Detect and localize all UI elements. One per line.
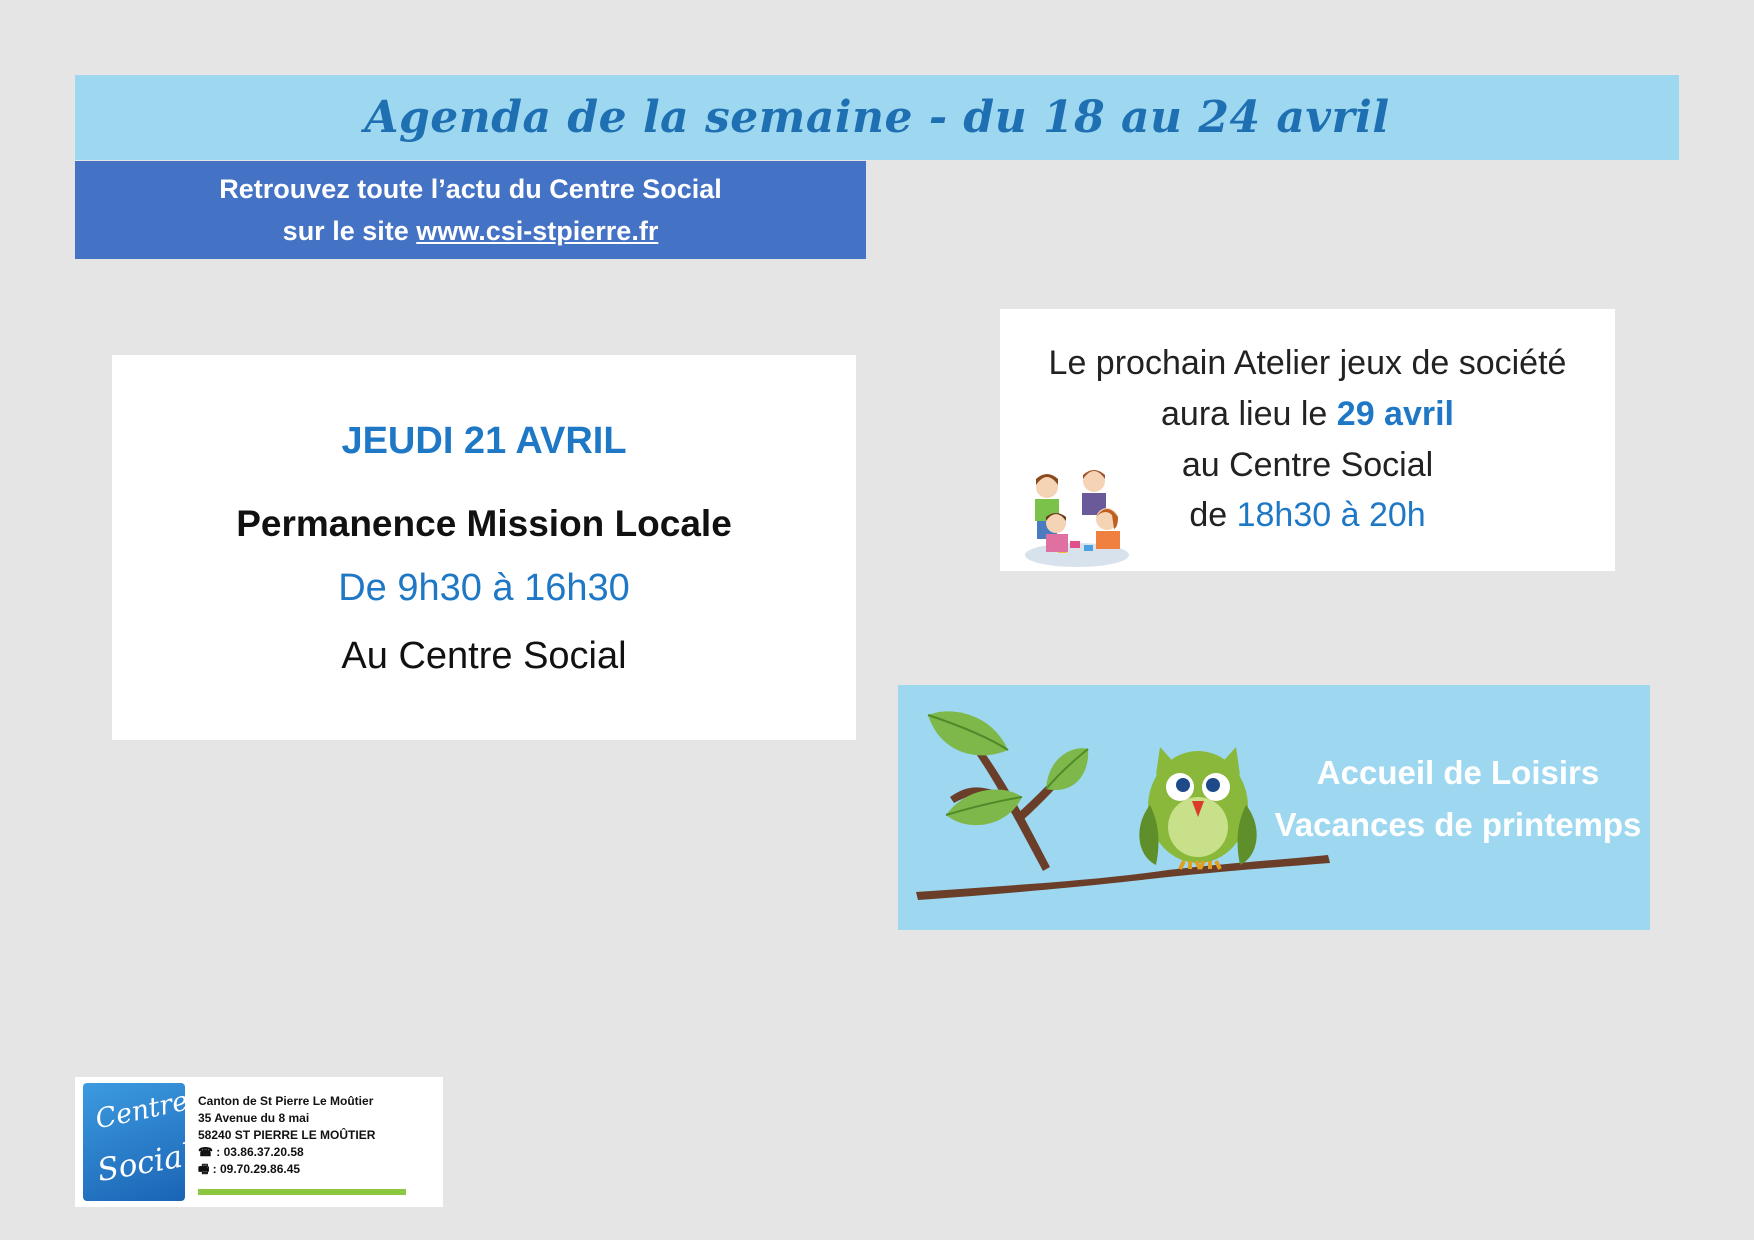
leisure-line2: Vacances de printemps — [1274, 806, 1642, 843]
address-phone — [198, 1144, 375, 1161]
website-notice — [75, 161, 866, 259]
children-playing-illustration — [1022, 459, 1132, 569]
logo-text-line2: Social — [94, 1136, 195, 1190]
event-hours: De 9h30 à 16h30 — [338, 567, 630, 609]
event-place: Au Centre Social — [341, 635, 627, 677]
fax-number: : 09.70.29.86.45 — [209, 1162, 301, 1176]
address-city: 58240 ST PIERRE LE MOÛTIER — [198, 1128, 376, 1142]
event-card — [112, 355, 856, 740]
atelier-line4-prefix: de — [1189, 496, 1237, 534]
address-fax — [198, 1161, 375, 1178]
leisure-banner — [898, 685, 1650, 930]
address-street: 35 Avenue du 8 mai — [198, 1111, 310, 1125]
logo-text-line1: Centre — [92, 1085, 191, 1136]
website-notice-line1: Retrouvez toute l’actu du Centre Social — [219, 174, 722, 204]
atelier-line1: Le prochain Atelier jeux de société — [1048, 344, 1567, 382]
address-footer — [75, 1077, 443, 1207]
title-banner — [75, 75, 1679, 160]
atelier-line2-prefix: aura lieu le — [1161, 395, 1337, 433]
website-prefix: sur le site — [282, 216, 417, 246]
atelier-hours: 18h30 à 20h — [1236, 496, 1426, 534]
atelier-date: 29 avril — [1336, 395, 1454, 433]
address-canton: Canton de St Pierre Le Moûtier — [198, 1094, 374, 1108]
address-block — [198, 1093, 375, 1178]
leisure-text — [1268, 747, 1648, 851]
phone-number: : 03.86.37.20.58 — [212, 1145, 304, 1159]
leisure-line1: Accueil de Loisirs — [1316, 754, 1600, 791]
centre-social-logo — [83, 1083, 195, 1201]
phone-icon: ☎ — [198, 1145, 213, 1159]
website-notice-line2 — [75, 210, 866, 252]
atelier-card — [1000, 309, 1615, 571]
atelier-line3: au Centre Social — [1181, 446, 1434, 484]
website-link[interactable]: www.csi-stpierre.fr — [416, 216, 659, 246]
event-date: JEUDI 21 AVRIL — [341, 420, 627, 462]
atelier-line2 — [1000, 394, 1615, 434]
fax-icon: 🖷 — [198, 1162, 210, 1176]
page-title: Agenda de la semaine - du 18 au 24 avril — [364, 92, 1390, 143]
green-divider — [198, 1189, 406, 1195]
event-title: Permanence Mission Locale — [236, 503, 732, 544]
